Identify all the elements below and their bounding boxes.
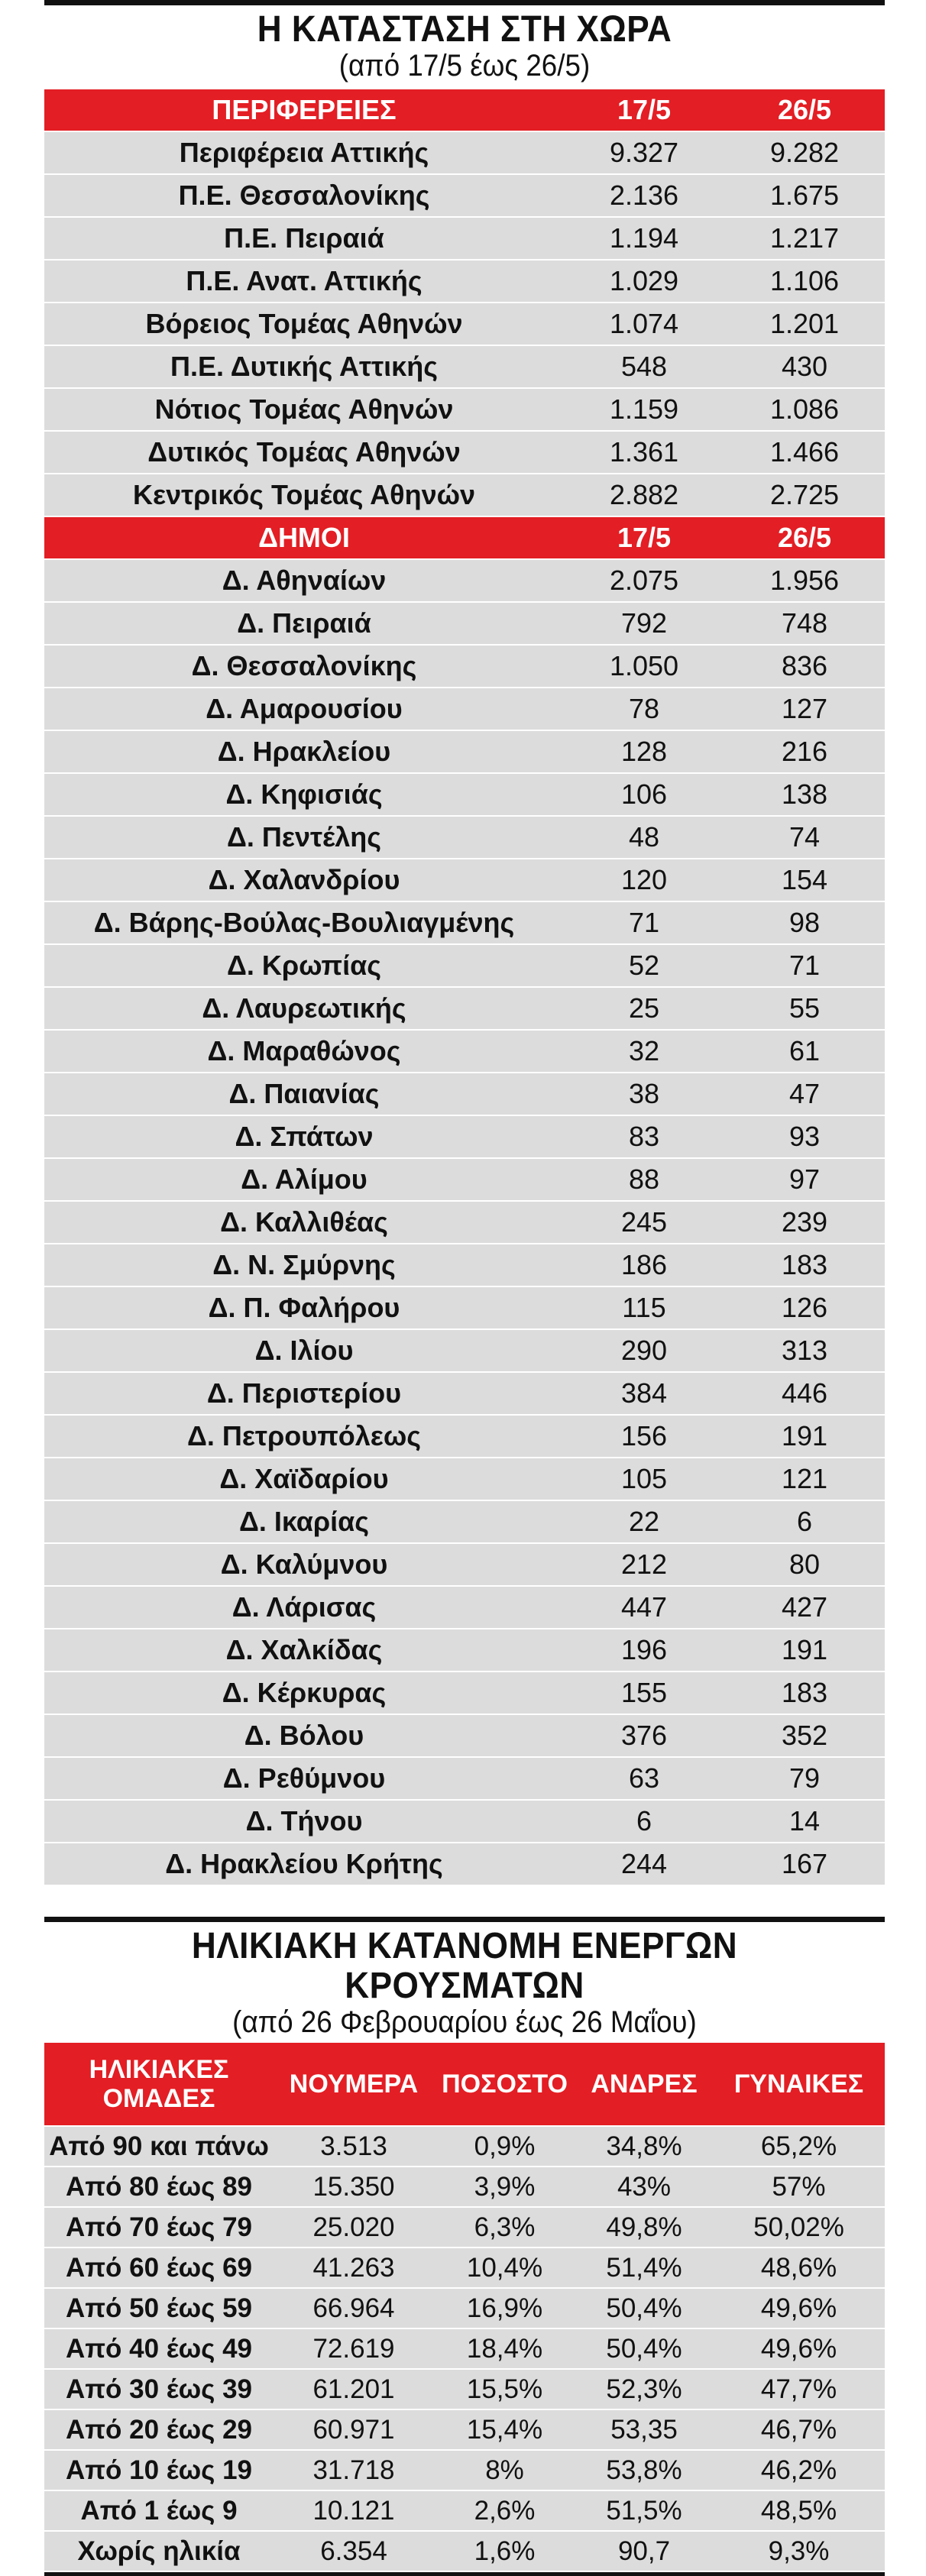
- value-17-5: 48: [564, 816, 724, 859]
- table-cell: 48,5%: [713, 2490, 885, 2531]
- value-17-5: 1.074: [564, 303, 724, 345]
- value-26-5: 1.086: [724, 388, 885, 431]
- table-cell: 90,7: [575, 2531, 713, 2571]
- spacer: [44, 1886, 885, 1917]
- table-cell: 50,4%: [575, 2328, 713, 2369]
- value-26-5: 97: [724, 1158, 885, 1201]
- value-17-5: 83: [564, 1115, 724, 1158]
- section1-title: Η ΚΑΤΑΣΤΑΣΗ ΣΤΗ ΧΩΡΑ: [257, 9, 672, 50]
- row-label: Δ. Μαραθώνος: [44, 1030, 564, 1073]
- table-row: [44, 645, 885, 688]
- value-17-5: 88: [564, 1158, 724, 1201]
- municipalities-header-row: [44, 516, 885, 559]
- value-17-5: 120: [564, 859, 724, 901]
- row-label: Δ. Αμαρουσίου: [44, 688, 564, 730]
- value-17-5: 105: [564, 1458, 724, 1500]
- row-label: Δ. Π. Φαλήρου: [44, 1286, 564, 1329]
- value-17-5: 186: [564, 1244, 724, 1286]
- value-17-5: 2.882: [564, 474, 724, 516]
- table-row: [44, 944, 885, 987]
- value-17-5: 548: [564, 345, 724, 388]
- table-row: [44, 1500, 885, 1543]
- table-cell: 3.513: [274, 2126, 434, 2167]
- row-label: Δυτικός Τομέας Αθηνών: [44, 431, 564, 474]
- age-group-label: Από 40 έως 49: [44, 2328, 274, 2369]
- table-row: [44, 345, 885, 388]
- table-row: [44, 602, 885, 645]
- table-cell: 46,7%: [713, 2409, 885, 2450]
- table-row: [44, 174, 885, 217]
- table-row: [44, 1543, 885, 1586]
- table-cell: 66.964: [274, 2288, 434, 2328]
- table-row: [44, 773, 885, 816]
- table-cell: 10.121: [274, 2490, 434, 2531]
- table-row: [44, 1030, 885, 1073]
- row-label: Δ. Τήνου: [44, 1800, 564, 1843]
- table-row: [44, 131, 885, 174]
- table-row: [44, 730, 885, 773]
- age-group-label: Από 1 έως 9: [44, 2490, 274, 2531]
- value-17-5: 376: [564, 1714, 724, 1757]
- section2-rule: [44, 1917, 885, 1922]
- table-row: [44, 1158, 885, 1201]
- value-17-5: 792: [564, 602, 724, 645]
- table-row: [44, 1757, 885, 1800]
- value-26-5: 836: [724, 645, 885, 688]
- regions-municipalities-table: [44, 89, 885, 1886]
- row-label: Δ. Κρωπίας: [44, 944, 564, 987]
- value-17-5: 25: [564, 987, 724, 1030]
- section2-subtitle: (από 26 Φεβρουαρίου έως 26 Μαΐου): [232, 2005, 697, 2039]
- value-26-5: 352: [724, 1714, 885, 1757]
- table-row: [44, 1115, 885, 1158]
- value-26-5: 71: [724, 944, 885, 987]
- row-label: Π.Ε. Πειραιά: [44, 217, 564, 260]
- table-cell: 47,7%: [713, 2369, 885, 2409]
- table-cell: 15,5%: [434, 2369, 575, 2409]
- value-26-5: 239: [724, 1201, 885, 1244]
- regions-header-row: [44, 89, 885, 131]
- value-17-5: 156: [564, 1415, 724, 1458]
- value-17-5: 1.029: [564, 260, 724, 303]
- value-26-5: 183: [724, 1671, 885, 1714]
- value-17-5: 155: [564, 1671, 724, 1714]
- value-17-5: 1.159: [564, 388, 724, 431]
- table-row: [44, 1800, 885, 1843]
- table-cell: 16,9%: [434, 2288, 575, 2328]
- row-label: Δ. Ηρακλείου Κρήτης: [44, 1843, 564, 1885]
- table-cell: 53,8%: [575, 2450, 713, 2490]
- age-group-label: Από 30 έως 39: [44, 2369, 274, 2409]
- value-26-5: 79: [724, 1757, 885, 1800]
- table-cell: 48,6%: [713, 2248, 885, 2288]
- table-row: [44, 1415, 885, 1458]
- value-26-5: 748: [724, 602, 885, 645]
- row-label: Π.Ε. Δυτικής Αττικής: [44, 345, 564, 388]
- row-label: Δ. Πεντέλης: [44, 816, 564, 859]
- row-label: Δ. Αλίμου: [44, 1158, 564, 1201]
- value-26-5: 154: [724, 859, 885, 901]
- value-17-5: 9.327: [564, 131, 724, 174]
- value-26-5: 80: [724, 1543, 885, 1586]
- value-26-5: 191: [724, 1629, 885, 1671]
- table-cell: 53,35: [575, 2409, 713, 2450]
- age-distribution-table: [44, 2043, 885, 2572]
- value-17-5: 38: [564, 1073, 724, 1115]
- value-17-5: 22: [564, 1500, 724, 1543]
- column-header: ΠΟΣΟΣΤΟ: [434, 2043, 575, 2126]
- table-row: [44, 2207, 885, 2248]
- row-label: Δ. Χαϊδαρίου: [44, 1458, 564, 1500]
- value-17-5: 78: [564, 688, 724, 730]
- table-row: [44, 2369, 885, 2409]
- value-17-5: 384: [564, 1372, 724, 1415]
- table-cell: 9,3%: [713, 2531, 885, 2571]
- value-26-5: 427: [724, 1586, 885, 1629]
- section1-subtitle: (από 17/5 έως 26/5): [338, 49, 591, 83]
- table-row: [44, 217, 885, 260]
- value-26-5: 1.466: [724, 431, 885, 474]
- value-26-5: 14: [724, 1800, 885, 1843]
- row-label: Δ. Καλλιθέας: [44, 1201, 564, 1244]
- table-row: [44, 1286, 885, 1329]
- column-header: 26/5: [724, 516, 885, 559]
- row-label: Δ. Παιανίας: [44, 1073, 564, 1115]
- table-cell: 25.020: [274, 2207, 434, 2248]
- value-26-5: 98: [724, 901, 885, 944]
- value-17-5: 6: [564, 1800, 724, 1843]
- age-group-label: Από 90 και πάνω: [44, 2126, 274, 2167]
- table-row: [44, 1201, 885, 1244]
- table-cell: 18,4%: [434, 2328, 575, 2369]
- table-row: [44, 901, 885, 944]
- row-label: Δ. Ηρακλείου: [44, 730, 564, 773]
- table-cell: 0,9%: [434, 2126, 575, 2167]
- value-26-5: 55: [724, 987, 885, 1030]
- row-label: Π.Ε. Ανατ. Αττικής: [44, 260, 564, 303]
- row-label: Δ. Βάρης-Βούλας-Βουλιαγμένης: [44, 901, 564, 944]
- table-row: [44, 260, 885, 303]
- row-label: Δ. Θεσσαλονίκης: [44, 645, 564, 688]
- value-17-5: 1.050: [564, 645, 724, 688]
- table-cell: 57%: [713, 2167, 885, 2207]
- table-cell: 34,8%: [575, 2126, 713, 2167]
- value-26-5: 216: [724, 730, 885, 773]
- value-17-5: 71: [564, 901, 724, 944]
- value-26-5: 1.675: [724, 174, 885, 217]
- value-26-5: 126: [724, 1286, 885, 1329]
- age-header-row: [44, 2043, 885, 2126]
- table-row: [44, 1714, 885, 1757]
- row-label: Δ. Πετρουπόλεως: [44, 1415, 564, 1458]
- table-cell: 51,5%: [575, 2490, 713, 2531]
- table-row: [44, 987, 885, 1030]
- value-17-5: 447: [564, 1586, 724, 1629]
- table-cell: 15,4%: [434, 2409, 575, 2450]
- value-17-5: 63: [564, 1757, 724, 1800]
- value-26-5: 1.201: [724, 303, 885, 345]
- table-row: [44, 1586, 885, 1629]
- row-label: Δ. Χαλανδρίου: [44, 859, 564, 901]
- value-26-5: 9.282: [724, 131, 885, 174]
- row-label: Δ. Χαλκίδας: [44, 1629, 564, 1671]
- value-26-5: 1.106: [724, 260, 885, 303]
- value-26-5: 121: [724, 1458, 885, 1500]
- table-row: [44, 303, 885, 345]
- age-group-label: Από 80 έως 89: [44, 2167, 274, 2207]
- table-cell: 31.718: [274, 2450, 434, 2490]
- row-label: Δ. Λαυρεωτικής: [44, 987, 564, 1030]
- row-label: Δ. Ικαρίας: [44, 1500, 564, 1543]
- bottom-rule: [44, 2572, 885, 2576]
- row-label: Δ. Σπάτων: [44, 1115, 564, 1158]
- row-label: Π.Ε. Θεσσαλονίκης: [44, 174, 564, 217]
- table-cell: 60.971: [274, 2409, 434, 2450]
- row-label: Δ. Βόλου: [44, 1714, 564, 1757]
- value-17-5: 1.361: [564, 431, 724, 474]
- row-label: Δ. Περιστερίου: [44, 1372, 564, 1415]
- value-17-5: 52: [564, 944, 724, 987]
- section2-title: ΗΛΙΚΙΑΚΗ ΚΑΤΑΝΟΜΗ ΕΝΕΡΓΩΝ ΚΡΟΥΣΜΑΤΩΝ: [191, 1926, 738, 2006]
- table-row: [44, 1073, 885, 1115]
- value-26-5: 446: [724, 1372, 885, 1415]
- table-row: [44, 388, 885, 431]
- age-group-label: Από 50 έως 59: [44, 2288, 274, 2328]
- table-row: [44, 1671, 885, 1714]
- value-26-5: 93: [724, 1115, 885, 1158]
- column-header: 26/5: [724, 89, 885, 131]
- value-17-5: 196: [564, 1629, 724, 1671]
- table-row: [44, 816, 885, 859]
- value-17-5: 212: [564, 1543, 724, 1586]
- value-17-5: 32: [564, 1030, 724, 1073]
- value-26-5: 183: [724, 1244, 885, 1286]
- table-row: [44, 859, 885, 901]
- table-row: [44, 1843, 885, 1885]
- table-cell: 49,8%: [575, 2207, 713, 2248]
- column-header: 17/5: [564, 89, 724, 131]
- table-cell: 49,6%: [713, 2328, 885, 2369]
- age-group-label: Από 20 έως 29: [44, 2409, 274, 2450]
- column-header: 17/5: [564, 516, 724, 559]
- table-cell: 2,6%: [434, 2490, 575, 2531]
- table-cell: 51,4%: [575, 2248, 713, 2288]
- table-row: [44, 2531, 885, 2571]
- value-26-5: 1.956: [724, 559, 885, 602]
- table-cell: 15.350: [274, 2167, 434, 2207]
- row-label: Βόρειος Τομέας Αθηνών: [44, 303, 564, 345]
- table-cell: 50,4%: [575, 2288, 713, 2328]
- table-body: [44, 89, 885, 1885]
- value-17-5: 2.136: [564, 174, 724, 217]
- value-17-5: 1.194: [564, 217, 724, 260]
- value-26-5: 47: [724, 1073, 885, 1115]
- value-26-5: 191: [724, 1415, 885, 1458]
- value-26-5: 2.725: [724, 474, 885, 516]
- table-row: [44, 559, 885, 602]
- page: [44, 0, 885, 2576]
- column-header: ΝΟΥΜΕΡΑ: [274, 2043, 434, 2126]
- table-row: [44, 688, 885, 730]
- table-cell: 8%: [434, 2450, 575, 2490]
- table-row: [44, 1329, 885, 1372]
- table-cell: 61.201: [274, 2369, 434, 2409]
- value-26-5: 127: [724, 688, 885, 730]
- column-header: ΑΝΔΡΕΣ: [575, 2043, 713, 2126]
- value-26-5: 61: [724, 1030, 885, 1073]
- value-26-5: 430: [724, 345, 885, 388]
- top-rule: [44, 0, 885, 5]
- table-row: [44, 431, 885, 474]
- value-26-5: 1.217: [724, 217, 885, 260]
- table-row: [44, 2450, 885, 2490]
- value-26-5: 167: [724, 1843, 885, 1885]
- row-label: Περιφέρεια Αττικής: [44, 131, 564, 174]
- row-label: Δ. Κηφισιάς: [44, 773, 564, 816]
- table-row: [44, 2328, 885, 2369]
- value-17-5: 106: [564, 773, 724, 816]
- value-17-5: 245: [564, 1201, 724, 1244]
- value-17-5: 244: [564, 1843, 724, 1885]
- row-label: Δ. Ν. Σμύρνης: [44, 1244, 564, 1286]
- table-cell: 72.619: [274, 2328, 434, 2369]
- row-label: Δ. Καλύμνου: [44, 1543, 564, 1586]
- table-cell: 49,6%: [713, 2288, 885, 2328]
- value-26-5: 138: [724, 773, 885, 816]
- column-header: ΔΗΜΟΙ: [44, 516, 564, 559]
- age-group-label: Από 70 έως 79: [44, 2207, 274, 2248]
- table-row: [44, 2490, 885, 2531]
- row-label: Δ. Κέρκυρας: [44, 1671, 564, 1714]
- age-group-label: Χωρίς ηλικία: [44, 2531, 274, 2571]
- value-17-5: 128: [564, 730, 724, 773]
- value-17-5: 2.075: [564, 559, 724, 602]
- table-row: [44, 1458, 885, 1500]
- table-row: [44, 2248, 885, 2288]
- table-row: [44, 1629, 885, 1671]
- table-cell: 50,02%: [713, 2207, 885, 2248]
- value-17-5: 115: [564, 1286, 724, 1329]
- table-row: [44, 2288, 885, 2328]
- age-group-label: Από 60 έως 69: [44, 2248, 274, 2288]
- row-label: Νότιος Τομέας Αθηνών: [44, 388, 564, 431]
- table-row: [44, 474, 885, 516]
- table-cell: 41.263: [274, 2248, 434, 2288]
- column-header: ΓΥΝΑΙΚΕΣ: [713, 2043, 885, 2126]
- table-cell: 6.354: [274, 2531, 434, 2571]
- table-cell: 52,3%: [575, 2369, 713, 2409]
- row-label: Δ. Αθηναίων: [44, 559, 564, 602]
- table-row: [44, 1372, 885, 1415]
- table-cell: 65,2%: [713, 2126, 885, 2167]
- table-row: [44, 2409, 885, 2450]
- row-label: Δ. Λάρισας: [44, 1586, 564, 1629]
- table-row: [44, 2126, 885, 2167]
- table-cell: 3,9%: [434, 2167, 575, 2207]
- value-26-5: 313: [724, 1329, 885, 1372]
- row-label: Δ. Ιλίου: [44, 1329, 564, 1372]
- table-cell: 6,3%: [434, 2207, 575, 2248]
- table-body: [44, 2043, 885, 2571]
- age-group-label: Από 10 έως 19: [44, 2450, 274, 2490]
- table-cell: 10,4%: [434, 2248, 575, 2288]
- value-26-5: 6: [724, 1500, 885, 1543]
- row-label: Δ. Πειραιά: [44, 602, 564, 645]
- column-header: ΗΛΙΚΙΑΚΕΣ ΟΜΑΔΕΣ: [44, 2043, 274, 2126]
- row-label: Δ. Ρεθύμνου: [44, 1757, 564, 1800]
- row-label: Κεντρικός Τομέας Αθηνών: [44, 474, 564, 516]
- table-cell: 46,2%: [713, 2450, 885, 2490]
- table-row: [44, 2167, 885, 2207]
- table-cell: 43%: [575, 2167, 713, 2207]
- table-row: [44, 1244, 885, 1286]
- table-cell: 1,6%: [434, 2531, 575, 2571]
- column-header: ΠΕΡΙΦΕΡΕΙΕΣ: [44, 89, 564, 131]
- value-26-5: 74: [724, 816, 885, 859]
- value-17-5: 290: [564, 1329, 724, 1372]
